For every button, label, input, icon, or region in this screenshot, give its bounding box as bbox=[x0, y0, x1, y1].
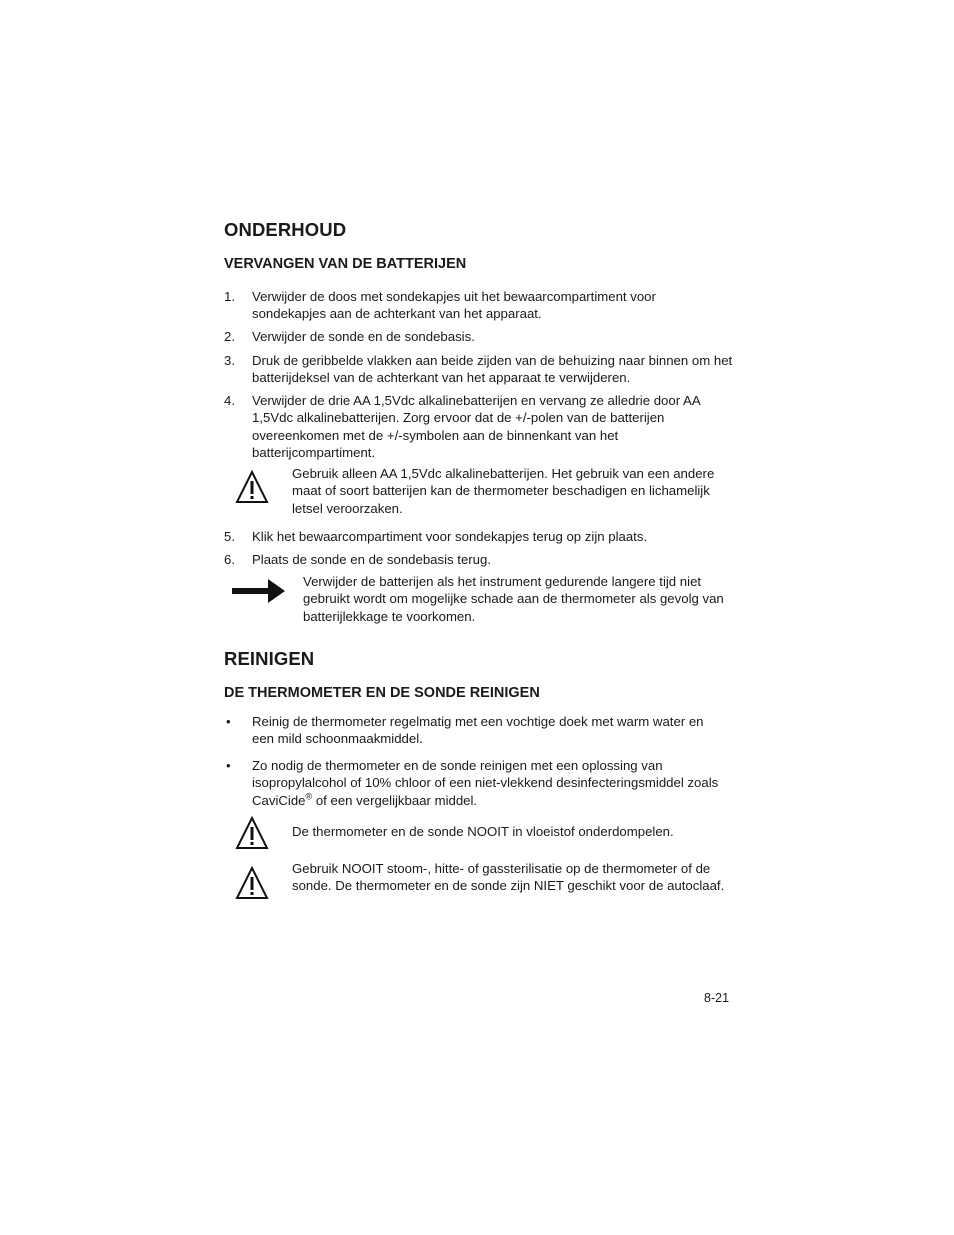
warning-triangle-icon bbox=[235, 816, 269, 850]
page-number: 8-21 bbox=[704, 991, 730, 1005]
bullet: • bbox=[226, 758, 231, 773]
sterilization-warning-text: Gebruik NOOIT stoom-, hitte- of gassterilisatie op de thermometer of de sonde. De thermometer en de sonde zijn NIET geschikt voor de autoclaaf. bbox=[292, 861, 725, 894]
bullet-text-part: of een vergelijkbaar middel. bbox=[312, 792, 478, 808]
registered-mark: ® bbox=[305, 791, 313, 802]
warning-triangle-icon bbox=[235, 470, 269, 504]
step-text: Verwijder de doos met sondekapjes uit het bewaarcompartiment voor sondekapjes aan de achterkant van het apparaat. bbox=[252, 289, 656, 322]
battery-note-text: Verwijder de batterijen als het instrument gedurende langere tijd niet gebruikt wordt om mogelijke schade aan de thermometer als gevolg van batterijlekkage te voorkomen. bbox=[303, 574, 724, 624]
step-text: Plaats de sonde en de sondebasis terug. bbox=[252, 552, 492, 567]
bullet-text: Reinig de thermometer regelmatig met een vochtige doek met warm water en een mild schoonmaakmiddel. bbox=[252, 714, 704, 747]
step-number: 3. bbox=[224, 353, 235, 368]
step-text: Klik het bewaarcompartiment voor sondekapjes terug op zijn plaats. bbox=[252, 529, 648, 544]
step-number: 1. bbox=[224, 289, 235, 304]
arrow-right-icon bbox=[232, 578, 286, 604]
step-number: 4. bbox=[224, 393, 235, 408]
step-text: Druk de geribbelde vlakken aan beide zijden van de behuizing naar binnen om het batterijdeksel van de achterkant van het apparaat te verwijderen. bbox=[252, 353, 733, 386]
warning-triangle-icon bbox=[235, 866, 269, 900]
section-title-onderhoud: ONDERHOUD bbox=[224, 219, 347, 240]
bullet-text bbox=[252, 757, 722, 809]
step-number: 5. bbox=[224, 529, 235, 544]
step-number: 2. bbox=[224, 329, 235, 344]
step-text: Verwijder de drie AA 1,5Vdc alkalinebatterijen en vervang ze alledrie door AA 1,5Vdc alkalinebatterijen. Zorg ervoor dat de +/-polen van de batterijen overeenkomen met de +/-symbolen aan de binnenkant van het batterijcompartiment. bbox=[252, 393, 700, 460]
bullet: • bbox=[226, 714, 231, 729]
section-title-reinigen: REINIGEN bbox=[224, 648, 315, 669]
battery-warning-text: Gebruik alleen AA 1,5Vdc alkalinebatterijen. Het gebruik van een andere maat of soort batterijen kan de thermometer beschadigen en lichamelijk letsel veroorzaken. bbox=[292, 466, 715, 516]
subsection-title-reinigen: DE THERMOMETER EN DE SONDE REINIGEN bbox=[224, 685, 540, 701]
bullet-text-part: Zo nodig de thermometer en de sonde reinigen met een oplossing van isopropylalcohol of 10% chloor of een niet-vlekkend desinfecteringsmiddel zoals CaviCide bbox=[252, 758, 719, 808]
subsection-title-batterijen: VERVANGEN VAN DE BATTERIJEN bbox=[224, 256, 467, 272]
step-number: 6. bbox=[224, 552, 235, 567]
immersion-warning-text: De thermometer en de sonde NOOIT in vloeistof onderdompelen. bbox=[292, 824, 674, 839]
step-text: Verwijder de sonde en de sondebasis. bbox=[252, 329, 475, 344]
